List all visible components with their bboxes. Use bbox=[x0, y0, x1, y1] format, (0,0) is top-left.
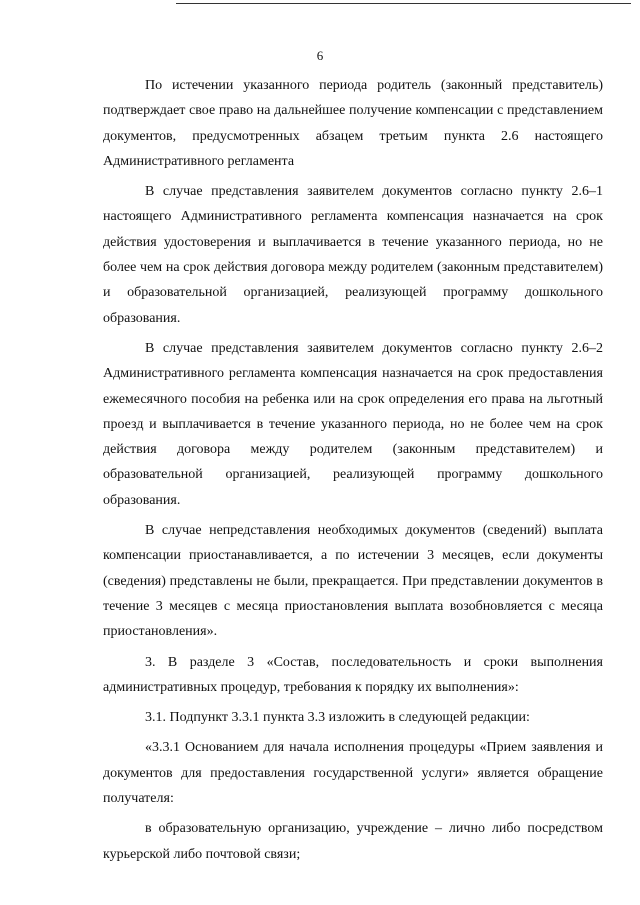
paragraph-3-3-1: «3.3.1 Основанием для начала исполнения процедуры «Прием заявления и документов для предоставления государственной услуги» является обращение получателя: bbox=[103, 740, 603, 807]
paragraph-case-2-6-2: В случае представления заявителем документов согласно пункту 2.6–2 Административного регламента компенсация назначается на срок предоставления ежемесячного пособия на ребенка или на срок определения его права на льготный проезд и выплачивается в течение указанного периода, но не более чем на срок действия договора между родителем (законным представителем) и образовательной организацией, реализующей программу дошкольного образования. bbox=[103, 340, 603, 508]
paragraph-subpoint-3-1: 3.1. Подпункт 3.3.1 пункта 3.3 изложить в следующей редакции: bbox=[145, 710, 530, 726]
paragraph-suspension: В случае непредставления необходимых документов (сведений) выплата компенсации приостанавливается, а по истечении 3 месяцев, если документы (сведения) представлены не были, прекращается. При представлении документов в течение 3 месяцев с месяца приостановления выплата возобновляется с месяца приостановления». bbox=[103, 523, 603, 640]
document-body bbox=[103, 73, 603, 867]
paragraph-compensation-confirmation: По истечении указанного периода родитель (законный представитель) подтверждает свое право на дальнейшее получение компенсации с представлением документов, предусмотренных абзацем третьим пункта 2.6 настоящего Административного регламента bbox=[103, 78, 603, 169]
paragraph-application-method: в образовательную организацию, учреждение – лично либо посредством курьерской либо почтовой связи; bbox=[103, 821, 603, 862]
paragraph-section-3: 3. В разделе 3 «Состав, последовательность и сроки выполнения административных процедур, требования к порядку их выполнения»: bbox=[103, 654, 603, 695]
paragraph-case-2-6-1: В случае представления заявителем документов согласно пункту 2.6–1 настоящего Административного регламента компенсация назначается на срок действия удостоверения и выплачивается в течение указанного периода, но не более чем на срок действия договора между родителем (законным представителем) и образовательной организацией, реализующей программу дошкольного образования. bbox=[103, 184, 603, 326]
page-number: 6 bbox=[316, 48, 324, 63]
top-rule bbox=[176, 3, 631, 4]
